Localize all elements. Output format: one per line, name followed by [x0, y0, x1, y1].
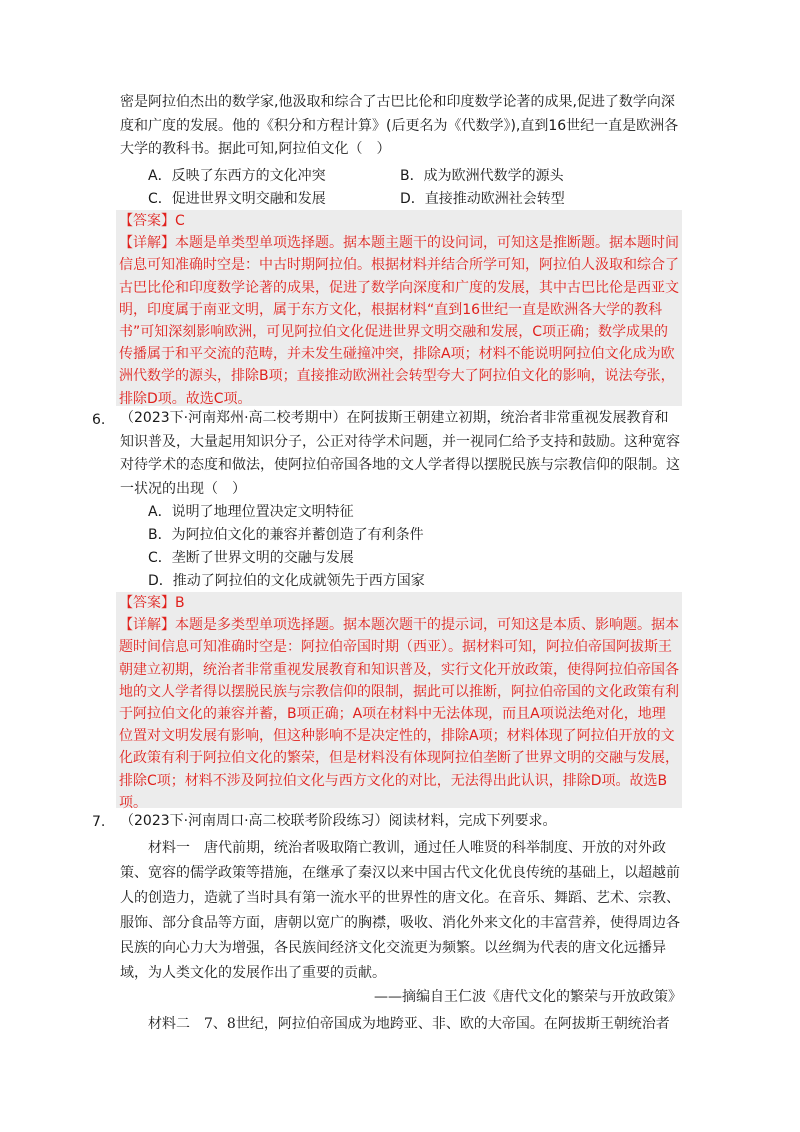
q7-stem: （2023下·河南周口·高二校联考阶段练习）阅读材料，完成下列要求。	[120, 813, 557, 829]
q5-explanation: 【详解】本题是单类型单项选择题。据本题主题干的设问词，可知这是推断题。据本题时间信息可知准确时空是：中古时期阿拉伯。根据材料并结合所学可知，阿拉伯人汲取和综合了古巴比伦和印度数学论著的成果，促进了数学向深度和广度的发展，其中古巴比伦是西亚文明，印度属于南亚文明，属于东方文化，根据材料“直到16世纪一直是欧洲各大学的教科书”可知深刻影响欧洲，可见阿拉伯文化促进世界文明交融和发展，C项正确；数学成果的传播属于和平交流的范畴，并未发生碰撞冲突，排除A项；材料不能说明阿拉伯文化成为欧洲代数学的源头，排除B项；直接推动欧洲社会转型夸大了阿拉伯文化的影响，说法夸张，排除D项。故选C项。	[119, 235, 679, 407]
q7-material-2: 材料二 7、8世纪，阿拉伯帝国成为地跨亚、非、欧的大帝国。在阿拔斯王朝统治者	[148, 1016, 670, 1032]
q5-answer: 【答案】C	[119, 213, 185, 229]
q5-option-c: C．促进世界文明交融和发展	[148, 191, 326, 207]
q7-material-1: 材料一 唐代前期，统治者吸取隋亡教训，通过任人唯贤的科举制度、开放的对外政策、宽容的儒学政策等措施，在继承了秦汉以来中国古代文化优良传统的基础上，以超越前人的创造力，造就了当时具有第一流水平的世界性的唐文化。在音乐、舞蹈、艺术、宗教、服饰、部分食品等方面，唐朝以宽广的胸襟，吸收、消化外来文化的丰富营养，使得周边各民族的向心力大为增强，各民族间经济文化交流更为频繁。以丝绸为代表的唐文化远播异域，为人类文化的发展作出了重要的贡献。	[120, 840, 680, 981]
q6-answer-block	[116, 592, 682, 811]
q7-source-1: ——摘编自王仁波《唐代文化的繁荣与开放政策》	[374, 989, 682, 1005]
q6-number: 6.	[92, 412, 106, 428]
q5-option-a: A．反映了东西方的文化冲突	[148, 168, 326, 184]
q6-option-b: B．为阿拉伯文化的兼容并蓄创造了有利条件	[148, 527, 424, 543]
q6-option-d: D．推动了阿拉伯的文化成就领先于西方国家	[148, 573, 425, 589]
q5-option-d: D．直接推动欧洲社会转型	[400, 191, 565, 207]
q6-stem: （2023下·河南郑州·高二校考期中）在阿拔斯王朝建立初期，统治者非常重视发展教育和知识普及，大量起用知识分子，公正对待学术问题，并一视同仁给予支持和鼓励。这种宽容对待学术的态度和做法，使阿拉伯帝国各地的文人学者得以摆脱民族与宗教信仰的限制。这一状况的出现（ ）	[120, 410, 680, 497]
q5-answer-block	[116, 210, 682, 406]
q6-option-a: A．说明了地理位置决定文明特征	[148, 504, 354, 520]
q6-answer: 【答案】B	[119, 595, 185, 611]
q7-number: 7.	[92, 814, 106, 830]
q5-stem: 密是阿拉伯杰出的数学家,他汲取和综合了古巴比伦和印度数学论著的成果,促进了数学向深度和广度的发展。他的《积分和方程计算》(后更名为《代数学》),直到16世纪一直是欧洲各大学的教科书。据此可知,阿拉伯文化（ ）	[120, 94, 679, 157]
q6-explanation: 【详解】本题是多类型单项选择题。据本题次题干的提示词，可知这是本质、影响题。据本题时间信息可知准确时空是：阿拉伯帝国时期（西亚）。据材料可知，阿拉伯帝国阿拔斯王朝建立初期，统治者非常重视发展教育和知识普及，实行文化开放政策，使得阿拉伯帝国各地的文人学者得以摆脱民族与宗教信仰的限制，据此可以推断，阿拉伯帝国的文化政策有利于阿拉伯文化的兼容并蓄，B项正确；A项在材料中无法体现，而且A项说法绝对化，地理位置对文明发展有影响，但这种影响不是决定性的，排除A项；材料体现了阿拉伯开放的文化政策有利于阿拉伯文化的繁荣，但是材料没有体现阿拉伯垄断了世界文明的交融与发展，排除C项；材料不涉及阿拉伯文化与西方文化的对比，无法得出此认识，排除D项。故选B项。	[119, 617, 679, 811]
q5-option-b: B．成为欧洲代数学的源头	[400, 168, 564, 184]
q6-option-c: C．垄断了世界文明的交融与发展	[148, 550, 354, 566]
